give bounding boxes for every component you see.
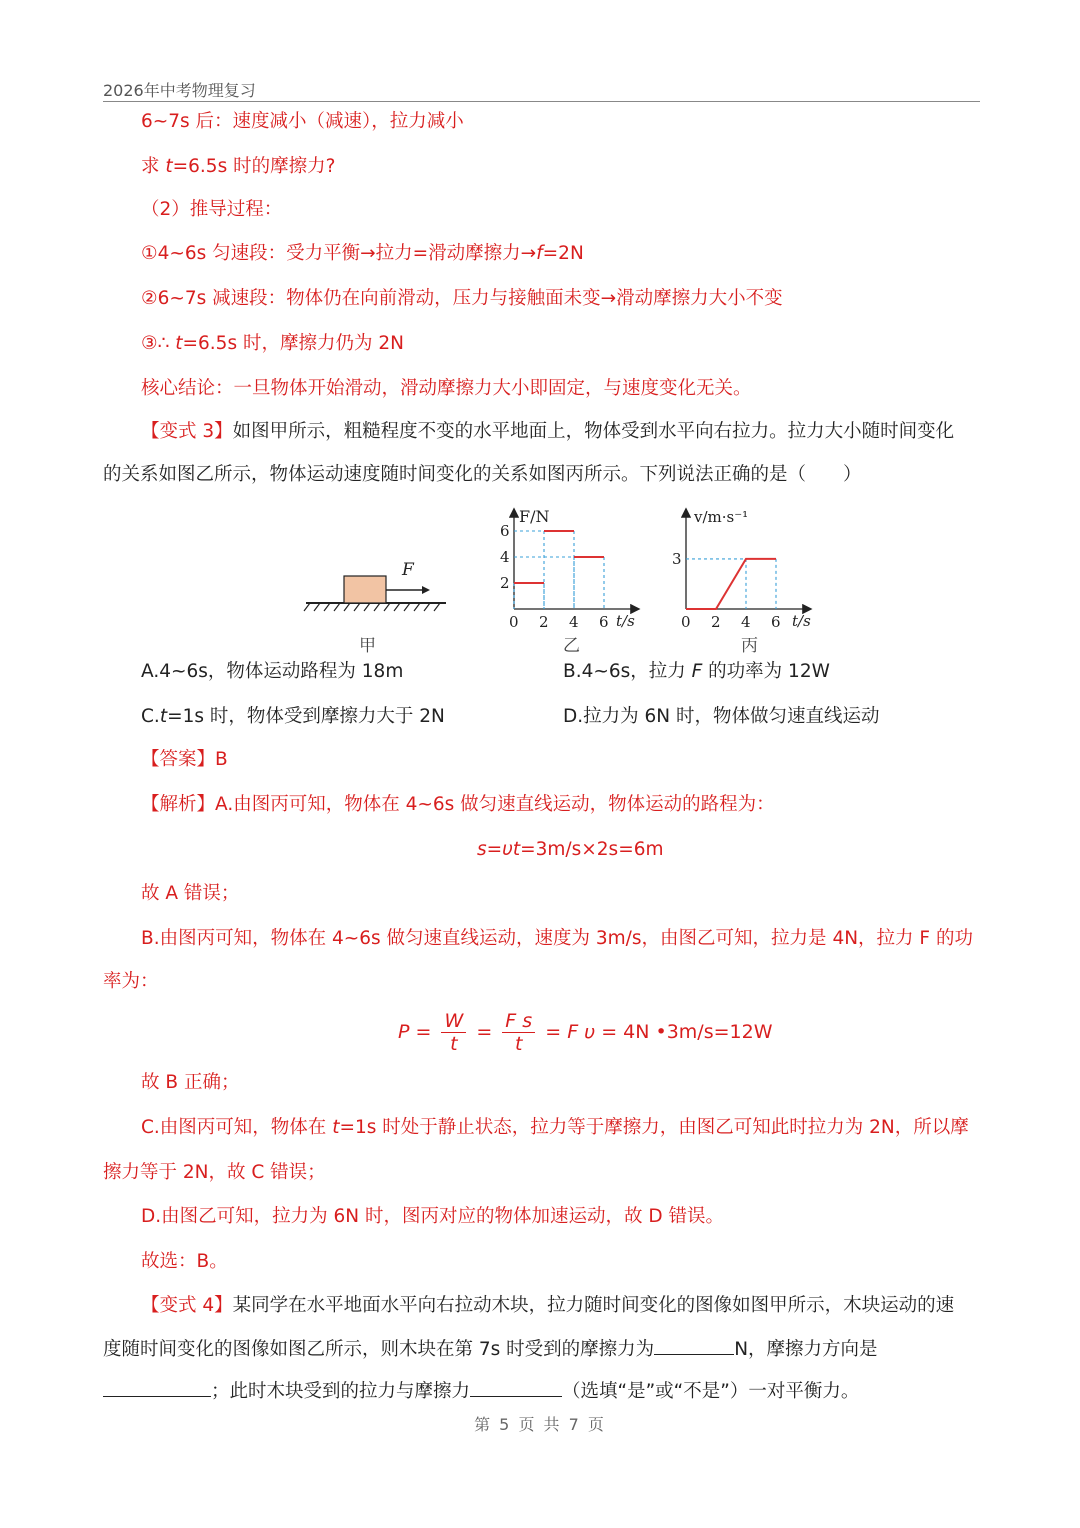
option-d: D.拉力为 6N 时，物体做匀速直线运动 xyxy=(563,706,880,727)
bing-x-tick: 0 xyxy=(681,613,691,631)
yi-x-tick: 0 xyxy=(509,613,519,631)
analysis-c-line1: C.由图丙可知，物体在 t=1s 时处于静止状态，拉力等于摩擦力，由图乙可知此时拉力为 2N，所以摩 xyxy=(141,1117,969,1138)
block xyxy=(344,576,386,603)
variant3-line1: 【变式 3】如图甲所示，粗糙程度不变的水平地面上，物体受到水平向右拉力。拉力大小随时间变化 xyxy=(141,421,955,442)
blank-friction-value[interactable] xyxy=(654,1336,734,1355)
option-a: A.4~6s，物体运动路程为 18m xyxy=(141,661,404,682)
analysis-d: D.由图乙可知，拉力为 6N 时，图丙对应的物体加速运动，故 D 错误。 xyxy=(141,1206,725,1227)
option-b: B.4~6s，拉力 F 的功率为 12W xyxy=(563,661,830,682)
analysis-a-result: 故 A 错误； xyxy=(141,883,240,904)
line-3: （2）推导过程： xyxy=(141,199,283,220)
analysis-b-line1: B.由图丙可知，物体在 4~6s 做匀速直线运动，速度为 3m/s，由图乙可知，拉力是 4N，拉力 F 的功 xyxy=(141,928,973,949)
variant4-line1: 【变式 4】某同学在水平地面水平向右拉动木块，拉力随时间变化的图像如图甲所示，木块运动的速 xyxy=(141,1295,955,1316)
formula-2: P = $\frac{W}{t}$ = $\frac{\text{F s}}{t}$ = F υ = 4N •3m/s=12W xyxy=(398,1010,773,1055)
analysis-c-line2: 擦力等于 2N，故 C 错误； xyxy=(103,1162,326,1183)
yi-y-tick: 6 xyxy=(500,522,510,540)
bing-x-axis-label: t/s xyxy=(792,612,811,630)
line-2: 求 t=6.5s 时的摩擦力? xyxy=(141,156,336,177)
bing-y-axis-label: v/m·s⁻¹ xyxy=(694,508,749,526)
caption-bing: 丙 xyxy=(741,636,758,656)
analysis-a: 【解析】A.由图丙可知，物体在 4~6s 做匀速直线运动，物体运动的路程为： xyxy=(141,794,775,815)
analysis-b-result: 故 B 正确； xyxy=(141,1072,240,1093)
variant4-line2: 度随时间变化的图像如图乙所示，则木块在第 7s 时受到的摩擦力为 N，摩擦力方向是 xyxy=(103,1336,878,1363)
caption-jia: 甲 xyxy=(359,636,376,656)
yi-x-axis-label: t/s xyxy=(616,612,635,630)
analysis-final: 故选：B。 xyxy=(141,1251,228,1272)
formula-1: s=υt=3m/s×2s=6m xyxy=(477,839,664,860)
header-rule xyxy=(103,101,980,102)
line-4: ①4~6s 匀速段：受力平衡→拉力=滑动摩擦力→f=2N xyxy=(141,243,584,264)
bing-line xyxy=(686,559,776,609)
force-label: F xyxy=(402,560,414,580)
caption-yi: 乙 xyxy=(563,636,580,656)
option-c: C.t=1s 时，物体受到摩擦力大于 2N xyxy=(141,706,445,727)
figure-bing xyxy=(668,500,828,662)
variant3-line2: 的关系如图乙所示，物体运动速度随时间变化的关系如图丙所示。下列说法正确的是（ ） xyxy=(103,464,862,485)
line-6: ③∴ t=6.5s 时，摩擦力仍为 2N xyxy=(141,333,404,354)
fraction-fs-over-t: $\frac{\text{F s}}{t}$ xyxy=(502,1010,535,1055)
answer: 【答案】B xyxy=(141,749,228,770)
yi-x-tick: 6 xyxy=(599,613,609,631)
line-7: 核心结论：一旦物体开始滑动，滑动摩擦力大小即固定，与速度变化无关。 xyxy=(141,378,752,399)
bing-x-tick: 4 xyxy=(741,613,751,631)
arrow-icon xyxy=(422,586,430,594)
bing-x-tick: 6 xyxy=(771,613,781,631)
yi-y-tick: 4 xyxy=(500,548,510,566)
figure-yi xyxy=(490,500,650,662)
yi-x-tick: 2 xyxy=(539,613,549,631)
line-1: 6~7s 后：速度减小（减速），拉力减小 xyxy=(141,111,464,132)
blank-friction-direction[interactable] xyxy=(103,1378,211,1397)
fraction-w-over-t: $\frac{W}{t}$ xyxy=(441,1010,466,1055)
figure-jia xyxy=(300,545,460,660)
page-footer: 第 5 页 共 7 页 xyxy=(474,1415,606,1434)
yi-x-tick: 4 xyxy=(569,613,579,631)
yi-y-axis-label: F/N xyxy=(519,507,550,526)
blank-balance-choice[interactable] xyxy=(470,1378,562,1397)
bing-y-tick: 3 xyxy=(672,549,682,568)
analysis-b-line2: 率为： xyxy=(103,971,159,992)
line-5: ②6~7s 减速段：物体仍在向前滑动，压力与接触面未变→滑动摩擦力大小不变 xyxy=(141,288,783,309)
yi-y-tick: 2 xyxy=(500,574,510,592)
document-header: 2026年中考物理复习 xyxy=(103,81,256,100)
variant4-line3: ；此时木块受到的拉力与摩擦力 （选填“是”或“不是”）一对平衡力。 xyxy=(103,1378,859,1405)
bing-x-tick: 2 xyxy=(711,613,721,631)
